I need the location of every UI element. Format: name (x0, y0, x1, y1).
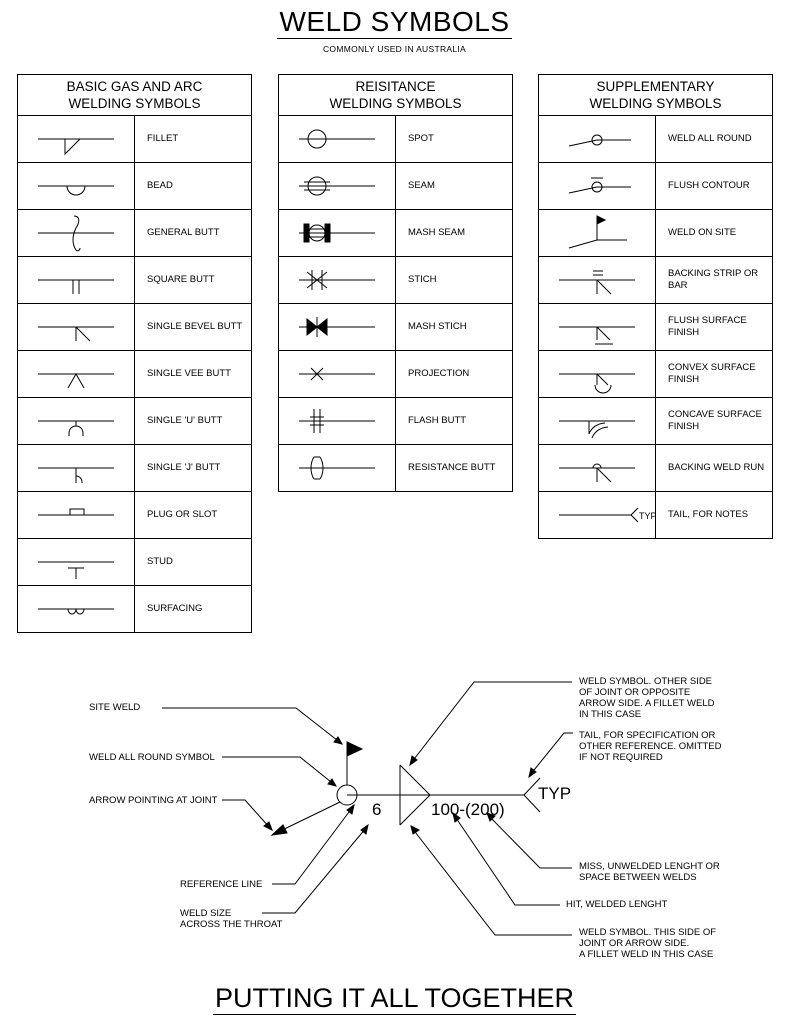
table-row (18, 445, 252, 492)
miss-label-line2: SPACE BETWEEN WELDS (579, 872, 697, 883)
page-subtitle: COMMONLY USED IN AUSTRALIA (322, 44, 467, 54)
table-row-label: GENERAL BUTT (135, 210, 252, 257)
this-side-label-line1: WELD SYMBOL. THIS SIDE OF (579, 927, 717, 938)
table-row (18, 304, 252, 351)
table-row (539, 116, 773, 163)
single-bevel-butt-symbol-icon (18, 304, 134, 350)
resistance-welding-symbols-table (278, 74, 513, 492)
resistance-table-title-line1: REISITANCE (355, 79, 436, 94)
table-row-label: MASH STICH (396, 304, 513, 351)
table-row-label: CONCAVE SURFACE FINISH (656, 398, 773, 445)
arrow-head (272, 825, 287, 835)
basic-table-title-line1: BASIC GAS AND ARC (66, 79, 203, 94)
weld-all-round-label: WELD ALL ROUND SYMBOL (89, 752, 215, 763)
table-row-label: SPOT (396, 116, 513, 163)
table-row (279, 257, 513, 304)
fillet-symbol-icon (18, 116, 134, 162)
other-side-leader (411, 682, 572, 763)
table-row-label: SINGLE BEVEL BUTT (135, 304, 252, 351)
table-row-label: FLUSH CONTOUR (656, 163, 773, 210)
resistance-table-header (279, 75, 513, 116)
table-row-label: PROJECTION (396, 351, 513, 398)
table-row-label: SURFACING (135, 586, 252, 633)
table-row-label: STUD (135, 539, 252, 586)
table-row-label: SINGLE VEE BUTT (135, 351, 252, 398)
flash-butt-symbol-icon (279, 398, 395, 444)
table-row-label: BEAD (135, 163, 252, 210)
table-row-label: PLUG OR SLOT (135, 492, 252, 539)
table-row (539, 492, 773, 539)
leader-arrow (411, 826, 419, 834)
table-row-label: RESISTANCE BUTT (396, 445, 513, 492)
stich-symbol-icon (279, 257, 395, 303)
table-row-label: SQUARE BUTT (135, 257, 252, 304)
table-row-label: SINGLE 'J' BUTT (135, 445, 252, 492)
table-row (18, 398, 252, 445)
table-row (539, 445, 773, 492)
site-weld-flag (347, 742, 362, 756)
table-row (18, 163, 252, 210)
this-side-leader (412, 828, 572, 935)
basic-table-header (18, 75, 252, 116)
weld-all-round-symbol-icon (539, 116, 655, 162)
weld-size-leader (262, 828, 366, 913)
reference-line-leader (272, 808, 352, 884)
typ-value: TYP (538, 784, 572, 803)
table-row (279, 398, 513, 445)
surfacing-symbol-icon (18, 586, 134, 632)
resistance-butt-symbol-icon (279, 445, 395, 491)
tail-label-line2: OTHER REFERENCE. OMITTED (579, 741, 722, 752)
table-row-label: WELD ALL ROUND (656, 116, 773, 163)
other-side-label-line2: OF JOINT OR OPPOSITE (579, 687, 691, 698)
tail-leader (530, 733, 573, 775)
arrow-pointing-label: ARROW POINTING AT JOINT (89, 795, 218, 806)
table-row (279, 116, 513, 163)
table-row (539, 163, 773, 210)
square-butt-symbol-icon (18, 257, 134, 303)
miss-label-line1: MISS, UNWELDED LENGHT OR (579, 861, 720, 872)
weld-on-site-symbol-icon (539, 210, 655, 256)
table-row (18, 539, 252, 586)
other-side-label-line3: ARROW SIDE. A FILLET WELD (579, 698, 715, 709)
tail-label (579, 730, 722, 763)
page-title-text: WELD SYMBOLS (279, 6, 510, 37)
length-pitch-value: 100-(200) (431, 800, 505, 819)
table-row (279, 210, 513, 257)
stud-symbol-icon (18, 539, 134, 585)
basic-table-title-line2: WELDING SYMBOLS (68, 96, 201, 111)
single-j-butt-symbol-icon (18, 445, 134, 491)
table-row (18, 116, 252, 163)
convex-surface-finish-symbol-icon (539, 351, 655, 397)
table-row (18, 257, 252, 304)
table-row (18, 586, 252, 633)
supplementary-welding-symbols-table (538, 74, 773, 539)
tail-for-notes-symbol-icon (539, 492, 655, 538)
tail-typ-text: TYP (639, 511, 657, 521)
this-side-label-line2: JOINT OR ARROW SIDE. (579, 938, 690, 949)
table-row-label: FLASH BUTT (396, 398, 513, 445)
hit-label: HIT, WELDED LENGHT (566, 899, 668, 910)
other-side-label-line4: IN THIS CASE (579, 709, 642, 720)
mash-seam-symbol-icon (279, 210, 395, 256)
table-row-label: MASH SEAM (396, 210, 513, 257)
table-row-label: SINGLE 'U' BUTT (135, 398, 252, 445)
table-row-label: TAIL, FOR NOTES (656, 492, 773, 539)
supplementary-table-header (539, 75, 773, 116)
mash-stich-symbol-icon (279, 304, 395, 350)
table-row-label: WELD ON SITE (656, 210, 773, 257)
table-row (539, 210, 773, 257)
tail-label-line1: TAIL, FOR SPECIFICATION OR (579, 730, 716, 741)
table-row-label: STICH (396, 257, 513, 304)
table-row-label: FLUSH SURFACE FINISH (656, 304, 773, 351)
weld-symbol-diagram (0, 660, 789, 980)
table-row (539, 351, 773, 398)
basic-welding-symbols-table (17, 74, 252, 633)
spot-symbol-icon (279, 116, 395, 162)
table-row-label: CONVEX SURFACE FINISH (656, 351, 773, 398)
hit-leader (454, 815, 560, 905)
table-row-label: BACKING STRIP OR BAR (656, 257, 773, 304)
table-row-label: BACKING WELD RUN (656, 445, 773, 492)
tail-label-line3: IF NOT REQUIRED (579, 752, 663, 763)
backing-strip-symbol-icon (539, 257, 655, 303)
weld-size-value: 6 (372, 800, 382, 819)
reference-line-label: REFERENCE LINE (180, 879, 263, 890)
table-row-label: FILLET (135, 116, 252, 163)
table-row (18, 492, 252, 539)
flush-contour-symbol-icon (539, 163, 655, 209)
site-weld-leader (162, 708, 342, 744)
weld-size-label-line2: ACROSS THE THROAT (180, 919, 283, 930)
single-u-butt-symbol-icon (18, 398, 134, 444)
supplementary-table-title-line2: WELDING SYMBOLS (589, 96, 722, 111)
table-row (279, 445, 513, 492)
arrow-pointing-leader (222, 800, 270, 828)
weld-size-label-line1: WELD SIZE (180, 908, 232, 919)
plug-or-slot-symbol-icon (18, 492, 134, 538)
site-weld-label: SITE WELD (89, 702, 141, 713)
miss-label (579, 861, 720, 883)
seam-symbol-icon (279, 163, 395, 209)
table-row-label: SEAM (396, 163, 513, 210)
table-row (18, 351, 252, 398)
table-row (279, 351, 513, 398)
single-vee-butt-symbol-icon (18, 351, 134, 397)
page-title (0, 6, 789, 38)
bead-symbol-icon (18, 163, 134, 209)
other-side-label (579, 676, 715, 720)
this-side-label (579, 927, 716, 960)
general-butt-symbol-icon (18, 210, 134, 256)
table-row (279, 163, 513, 210)
weld-all-round-leader (222, 757, 336, 786)
table-row (539, 257, 773, 304)
projection-symbol-icon (279, 351, 395, 397)
other-side-label-line1: WELD SYMBOL. OTHER SIDE (579, 676, 713, 687)
resistance-table-title-line2: WELDING SYMBOLS (329, 96, 462, 111)
supplementary-table-title-line1: SUPPLEMENTARY (596, 79, 715, 94)
table-row (539, 304, 773, 351)
table-row (18, 210, 252, 257)
table-row (279, 304, 513, 351)
this-side-label-line3: A FILLET WELD IN THIS CASE (579, 949, 714, 960)
flush-surface-finish-symbol-icon (539, 304, 655, 350)
footer-title-text: PUTTING IT ALL TOGETHER (214, 983, 575, 1013)
miss-leader (488, 815, 572, 868)
backing-weld-run-symbol-icon (539, 445, 655, 491)
table-row (539, 398, 773, 445)
weld-size-label (180, 908, 282, 930)
concave-surface-finish-symbol-icon (539, 398, 655, 444)
footer-title (0, 983, 789, 1014)
